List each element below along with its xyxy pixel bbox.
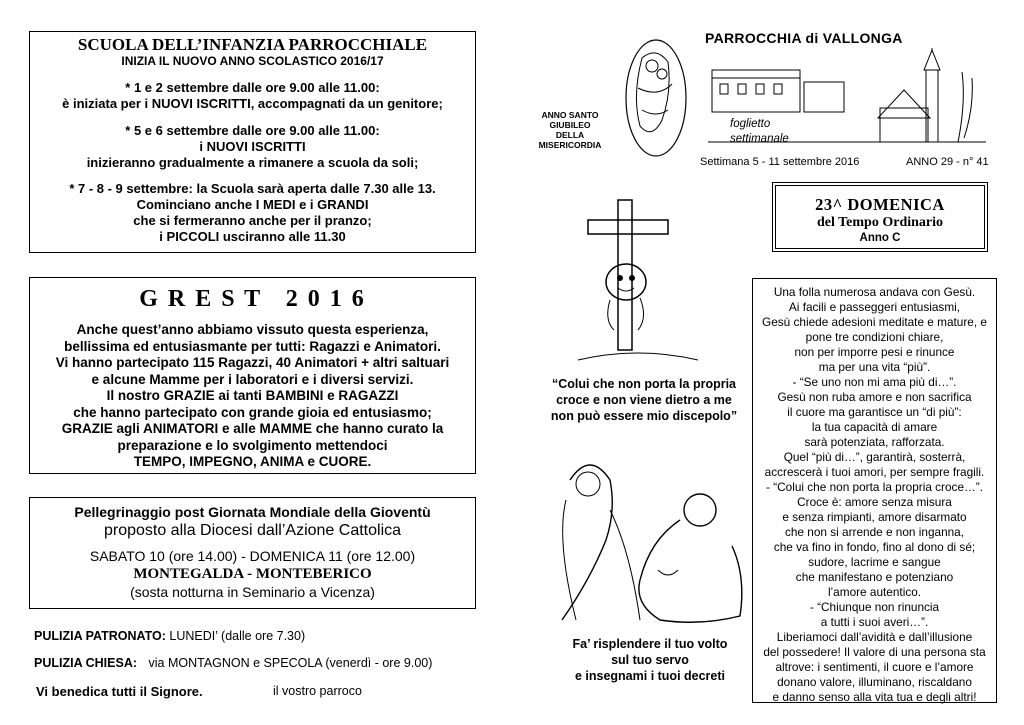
anno-santo-l3: DELLA — [555, 130, 585, 140]
pellegrinaggio-note: (sosta notturna in Seminario a Vicenza) — [130, 584, 375, 600]
scuola-box — [29, 31, 476, 253]
parrocchia-title: PARROCCHIA di VALLONGA — [705, 30, 903, 46]
quote-croce-l1: “Colui che non porta la propria — [551, 377, 737, 391]
riflessione-box — [752, 278, 997, 703]
pellegrinaggio-title: Pellegrinaggio post Giornata Mondiale della Gioventù — [74, 504, 431, 520]
benedizione: Vi benedica tutti il Signore. — [36, 684, 203, 699]
riflessione-line: non per imporre pesi e rinunce — [794, 345, 955, 359]
riflessione-line: - “Se uno non mi ama più di…”. — [792, 375, 957, 389]
anno-numero: ANNO 29 - n° 41 — [906, 156, 989, 168]
domenica-sub: del Tempo Ordinario — [816, 215, 944, 230]
pulizia-patronato — [34, 629, 305, 643]
grest-box — [29, 277, 476, 474]
riflessione-line: sudore, lacrime e sangue — [808, 555, 941, 569]
riflessione-line: la tua capacità di amare — [811, 420, 938, 434]
riflessione-line: e danno senso alla vita tua e degli altri! — [772, 690, 977, 704]
pellegrinaggio-box — [29, 497, 476, 609]
grest-line-9: TEMPO, IMPEGNO, ANIMA e CUORE. — [133, 454, 372, 469]
foglietto-label: foglietto — [730, 118, 771, 130]
quote-croce — [524, 376, 764, 424]
pulizia-chiesa — [34, 656, 432, 670]
quote-volto-l2: sul tuo servo — [611, 653, 689, 667]
scuola-p3c: che si fermeranno anche per il pranzo; — [133, 213, 372, 228]
scuola-p1a: * 1 e 2 settembre dalle ore 9.00 alle 11.00: — [125, 80, 380, 95]
riflessione-line: del possedere! Il valore di una persona sta — [763, 645, 986, 659]
settimana-dates: Settimana 5 - 11 settembre 2016 — [700, 156, 860, 168]
pulizia-patronato-label: PULIZIA PATRONATO: — [34, 629, 166, 643]
grest-line-3: Vi hanno partecipato 115 Ragazzi, 40 Animatori + altri saltuari — [55, 355, 450, 370]
grest-title: G R E S T 2 0 1 6 — [139, 286, 366, 312]
anno-santo-l4: MISERICORDIA — [538, 140, 602, 150]
scuola-p2c: inizieranno gradualmente a rimanere a scuola da soli; — [86, 155, 419, 170]
grest-line-7: GRAZIE agli ANIMATORI e alle MAMME che hanno curato la — [61, 421, 444, 436]
quote-croce-l3: non può essere mio discepolo” — [550, 409, 738, 423]
scuola-p2b: i NUOVI ISCRITTI — [199, 139, 306, 154]
riflessione-line: sarà potenziata, rafforzata. — [804, 435, 945, 449]
riflessione-line: Ai facili e passeggeri entusiasmi, — [788, 300, 961, 314]
riflessione-line: pone tre condizioni chiare, — [805, 330, 944, 344]
scuola-title: SCUOLA DELL’INFANZIA PARROCCHIALE — [77, 35, 428, 54]
giubileo-logo — [602, 18, 702, 176]
grest-line-4: e alcune Mamme per i laboratori e i diversi servizi. — [91, 371, 414, 387]
scuola-p1b: è iniziata per i NUOVI ISCRITTI, accompagnati da un genitore; — [62, 96, 443, 111]
riflessione-line: Una folla numerosa andava con Gesù. — [773, 285, 976, 299]
firma-parroco: il vostro parroco — [273, 684, 362, 698]
settimanale-label: settimanale — [730, 133, 789, 145]
scuola-p2a: * 5 e 6 settembre dalle ore 9.00 alle 11.00: — [125, 123, 380, 138]
prayer-illustration — [540, 440, 750, 630]
riflessione-line: Gesù chiede adesioni meditate e mature, e — [762, 315, 987, 329]
riflessione-line: l’amore autentico. — [827, 585, 922, 599]
quote-volto — [540, 636, 760, 684]
riflessione-line: a tutti i suoi averi…”. — [820, 615, 929, 629]
quote-volto-l1: Fa’ risplendere il tuo volto — [572, 637, 728, 651]
domenica-anno: Anno C — [859, 232, 901, 244]
anno-santo-label — [536, 110, 604, 150]
riflessione-line: il cuore ma garantisce un “di più”: — [787, 405, 962, 419]
pellegrinaggio-places: MONTEGALDA - MONTEBERICO — [133, 566, 372, 582]
grest-line-1: Anche quest’anno abbiamo vissuto questa esperienza, — [76, 322, 429, 337]
grest-line-5: Il nostro GRAZIE ai tanti BAMBINI e RAGAZZI — [106, 388, 399, 403]
riflessione-line: che manifestano e potenziano — [795, 570, 954, 584]
riflessione-line: accrescerà i tuoi amori, per sempre fragili. — [764, 465, 985, 479]
pellegrinaggio-subtitle: proposto alla Diocesi dall’Azione Cattolica — [103, 522, 402, 539]
riflessione-line: Gesù non ruba amore e non sacrifica — [777, 390, 972, 404]
riflessione-line: donano valore, illuminano, riscaldano — [777, 675, 972, 689]
riflessione-line: altrove: i sentimenti, il cuore e l’amore — [775, 660, 974, 674]
scuola-p3b: Cominciano anche I MEDI e i GRANDI — [136, 197, 369, 212]
pellegrinaggio-date: SABATO 10 (ore 14.00) - DOMENICA 11 (ore 12.00) — [89, 548, 416, 564]
quote-croce-l2: croce e non viene dietro a me — [556, 393, 732, 407]
grest-line-6: che hanno partecipato con grande gioia ed entusiasmo; — [73, 404, 432, 420]
pulizia-chiesa-value: via MONTAGNON e SPECOLA (venerdì - ore 9.00) — [148, 656, 433, 670]
grest-line-8: preparazione e lo svolgimento mettendoci — [117, 437, 388, 453]
domenica-title: 23^ DOMENICA — [815, 195, 945, 214]
cross-illustration — [578, 190, 698, 376]
pulizia-patronato-value: LUNEDI’ (dalle ore 7.30) — [169, 629, 306, 643]
riflessione-line: Liberiamoci dall’avidità e dall’illusione — [776, 630, 973, 644]
anno-santo-l2: GIUBILEO — [549, 120, 591, 130]
scuola-p3a: * 7 - 8 - 9 settembre: la Scuola sarà aperta dalle 7.30 alle 13. — [69, 181, 436, 196]
grest-line-2: bellissima ed entusiasmante per tutti: Ragazzi e Animatori. — [64, 338, 441, 354]
riflessione-line: che va fino in fondo, fino al dono di sé; — [773, 540, 976, 554]
scuola-p3d: i PICCOLI usciranno alle 11.30 — [159, 229, 346, 244]
anno-santo-l1: ANNO SANTO — [541, 110, 599, 120]
quote-volto-l3: e insegnami i tuoi decreti — [574, 669, 726, 683]
riflessione-line: Quel “più di…”, garantirà, sosterrà, — [783, 450, 966, 464]
pulizia-chiesa-label: PULIZIA CHIESA: — [34, 656, 138, 670]
scuola-subtitle: INIZIA IL NUOVO ANNO SCOLASTICO 2016/17 — [121, 54, 384, 68]
domenica-box — [772, 182, 988, 252]
riflessione-line: Croce è: amore senza misura — [797, 495, 952, 509]
riflessione-line: e senza rimpianti, amore disarmato — [782, 510, 967, 524]
riflessione-line: che non si arrende e non inganna, — [784, 525, 965, 539]
riflessione-line: - “Chiunque non rinuncia — [809, 600, 940, 614]
riflessione-line: ma per una vita “più”. — [818, 360, 931, 374]
riflessione-line: - “Colui che non porta la propria croce…”. — [765, 480, 984, 494]
